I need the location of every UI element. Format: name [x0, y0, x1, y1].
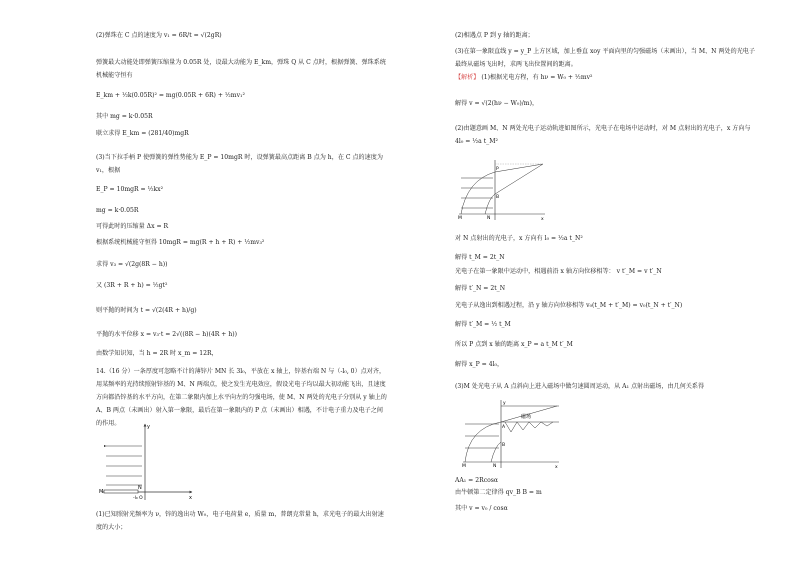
equation: AA₁ = 2Rcosα — [455, 477, 499, 484]
fig-label-M: M — [458, 216, 462, 221]
trajectory-figure — [457, 158, 547, 222]
fig-label-field: 磁场 — [521, 414, 532, 420]
equation: 求得 v₃ = √(2g(8R − h)) — [96, 261, 168, 268]
solution-part-2: (2)由题意画 M、N 两处光电子运动轨迹如图所示，光电子在电场中运动时，对 M 点射出的光电子，x 方向与 4l₀ = ½a t_M² — [455, 125, 751, 145]
equation: 其中 mg = k·0.05R — [96, 113, 153, 120]
text-paragraph: 弹簧最大动能处即弹簧压缩量为 0.05R 处，设最大动能为 E_km，弹珠 Q 从 C 点时，根据弹簧、弹珠系统机械能守恒有 — [96, 59, 386, 79]
equation: 所以 P 点到 x 轴的距离 x_P = a t_M t′_M — [455, 341, 573, 348]
fig-label-N: N — [138, 485, 142, 491]
text-line: 由数学知识知，当 h = 2R 时 x_m = 12R， — [96, 350, 218, 357]
fig-label-N: N — [487, 216, 491, 221]
equation: 则平抛的时间为 t = √(2(4R + h)/g) — [96, 307, 197, 314]
equation: mg = k·0.05R — [96, 207, 139, 214]
fig-label-origin: -l₀ O — [133, 496, 143, 501]
equation: 联立求得 E_km = (281/40)mgR — [96, 130, 189, 137]
equation: 其中 v = v₀ / cosα — [455, 505, 508, 512]
equation: 光电子从逸出到相遇过程，沿 y 轴方向位移相等 v₀(t_M + t′_M) = v₀(t_N + t′_N) — [455, 302, 683, 309]
solution-part-3: (3)M 处光电子从 A 点斜向上进入磁场中做匀速圆周运动，从 A₁ 点射出磁场，由几何关系得 — [455, 383, 705, 390]
text-line: (2)弹珠在 C 点的速度为 v₁ = 6R/t = √(2gR) — [96, 32, 222, 39]
fig-label-x: x — [541, 217, 544, 222]
equation: 对 N 点射出的光电子，x 方向有 l₀ = ½a t_N² — [455, 235, 583, 242]
fig-label-y: y — [147, 424, 150, 430]
problem-14-statement: 14.（16 分）一条厚度可忽略不计的薄锌片 MN 长 3l₀，平放在 x 轴上，锌基右端 N 与（-l₀, 0）点对齐，用某频率的光持续照射锌基的 M、N 两端点，使之发生光电效应，假设光电子均以最大初动能飞出，且速度方向都沿锌基的水平方向，在第二象限内加上水平向左的匀强电场，使 M、N 两处的光电子分别从 y 轴上的 A、B 两点（未画出）射入第一象限，最后在第一象限内的 P 点（未画出）相遇，不计电子重力及电子之间的作用。 — [96, 368, 387, 427]
equation: 平抛的水平位移 x = v₃·t = 2√((8R − h)(4R + h)) — [96, 331, 238, 338]
equation: (1)根据光电方程，有 hν = W₀ + ½mv² — [481, 74, 593, 81]
magnetic-field-figure — [461, 398, 561, 470]
fig-label-A: A — [502, 425, 506, 430]
equation: 解得 t′_N = 2t_N — [455, 285, 506, 292]
fig-label-B: B — [496, 195, 500, 200]
equation: 解得 x_P = 4l₀， — [455, 361, 504, 368]
question-1: (1)已知照射光频率为 ν，锌的逸出功 W₀，电子电荷量 e，质量 m，普朗克常量 h，求光电子的最大出射速度的大小； — [96, 511, 384, 531]
equation: 解得 t′_M = ½ t_M — [455, 321, 511, 328]
fig-label-N: N — [493, 464, 497, 469]
question-3: (3)在第一象限直线 y = y_P 上方区域，加上垂直 xoy 平面向里的匀强磁场（未画出），当 M、N 两处的光电子最终从磁场飞出时，求两飞出位置间的距离。 — [455, 48, 755, 68]
equation: 由牛顿第二定律得 qv_B B = m — [455, 489, 542, 496]
solution-tag: 【解析】 — [455, 74, 480, 81]
left-figure — [96, 420, 196, 502]
equation: 又 (3R + R + h) = ½gt² — [96, 282, 168, 289]
equation: E_km + ½k(0.05R)² = mg(0.05R + 6R) + ½mv₁² — [96, 92, 245, 99]
text-paragraph: (3)当下拉手柄 P 使弹簧的弹性势能为 E_P = 10mgR 时，设弹簧最高点距离 B 点为 h，在 C 点的速度为 v₁，根据 — [96, 154, 383, 174]
fig-label-x: x — [555, 465, 558, 470]
fig-label-M: M — [462, 464, 466, 469]
fig-label-x: x — [189, 495, 192, 501]
question-2: (2)相遇点 P 到 y 轴的距离； — [455, 32, 534, 39]
fig-label-M: M — [99, 489, 104, 495]
fig-label-B: B — [502, 443, 506, 448]
equation: 光电子在第一象限中运动中，相遇前沿 x 轴方向位移相等： v t′_M = v t′_N — [455, 268, 662, 275]
equation: 解得 t_M = 2t_N — [455, 254, 505, 261]
text-line: 可得此时的压缩量 Δx = R — [96, 223, 169, 230]
fig-label-P: P — [496, 167, 499, 172]
equation: 解得 v = √(2(hν − W₀)/m)， — [455, 100, 539, 107]
equation: E_P = 10mgR = ½kx² — [96, 186, 164, 193]
equation: 根据系统机械能守恒得 10mgR = mg(R + h + R) + ½mv₃² — [96, 239, 265, 246]
fig-label-y: y — [503, 401, 506, 406]
